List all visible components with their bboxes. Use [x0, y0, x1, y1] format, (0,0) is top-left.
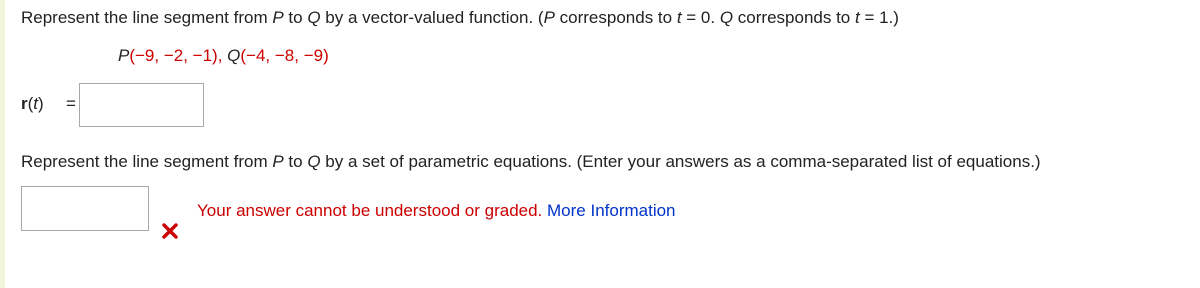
question-2-P: P [272, 152, 284, 171]
question-1-text-g: = 1.) [859, 8, 899, 27]
point-Q-coordinates: (−4, −8, −9) [240, 46, 329, 65]
question-2-text-c: by a set of parametric equations. (Enter your answers as a comma-separated list of equations.) [320, 152, 1041, 171]
error-message: Your answer cannot be understood or graded. [197, 201, 543, 220]
question-2-text-a: Represent the line segment from [21, 152, 273, 171]
left-margin-rule [0, 0, 5, 288]
r-label-open-paren: ( [27, 94, 34, 113]
point-Q-label: Q [227, 46, 241, 65]
question-2-Q: Q [307, 152, 321, 171]
given-points [118, 46, 329, 66]
r-label-t: t [33, 94, 39, 113]
r-label-close-paren: ) [38, 94, 44, 113]
question-1-t1: t [676, 8, 682, 27]
question-2-text [21, 152, 1041, 172]
question-1-text-c: by a vector-valued function. ( [320, 8, 544, 27]
r-of-t-label [21, 94, 44, 114]
question-1-Q2: Q [719, 8, 734, 27]
question-1-P: P [272, 8, 284, 27]
question-1-text-f: corresponds to [733, 8, 855, 27]
question-1-text-a: Represent the line segment from [21, 8, 273, 27]
question-1-text [21, 8, 899, 28]
point-P-coordinates: (−9, −2, −1), [129, 46, 228, 65]
question-2-text-b: to [283, 152, 308, 171]
question-1-text-d: corresponds to [554, 8, 677, 27]
incorrect-x-icon [162, 223, 178, 239]
question-1-Q: Q [307, 8, 321, 27]
more-information-link[interactable]: More Information [547, 201, 676, 220]
point-P-label: P [118, 46, 130, 65]
question-1-P2: P [543, 8, 555, 27]
answer-feedback [197, 201, 676, 221]
question-1-text-e: = 0. [681, 8, 720, 27]
question-1-t2: t [854, 8, 860, 27]
equals-sign: = [66, 94, 76, 113]
parametric-equations-input[interactable] [21, 186, 149, 231]
r-label: r [21, 94, 28, 113]
vector-function-input[interactable] [79, 83, 204, 127]
question-1-text-b: to [283, 8, 308, 27]
